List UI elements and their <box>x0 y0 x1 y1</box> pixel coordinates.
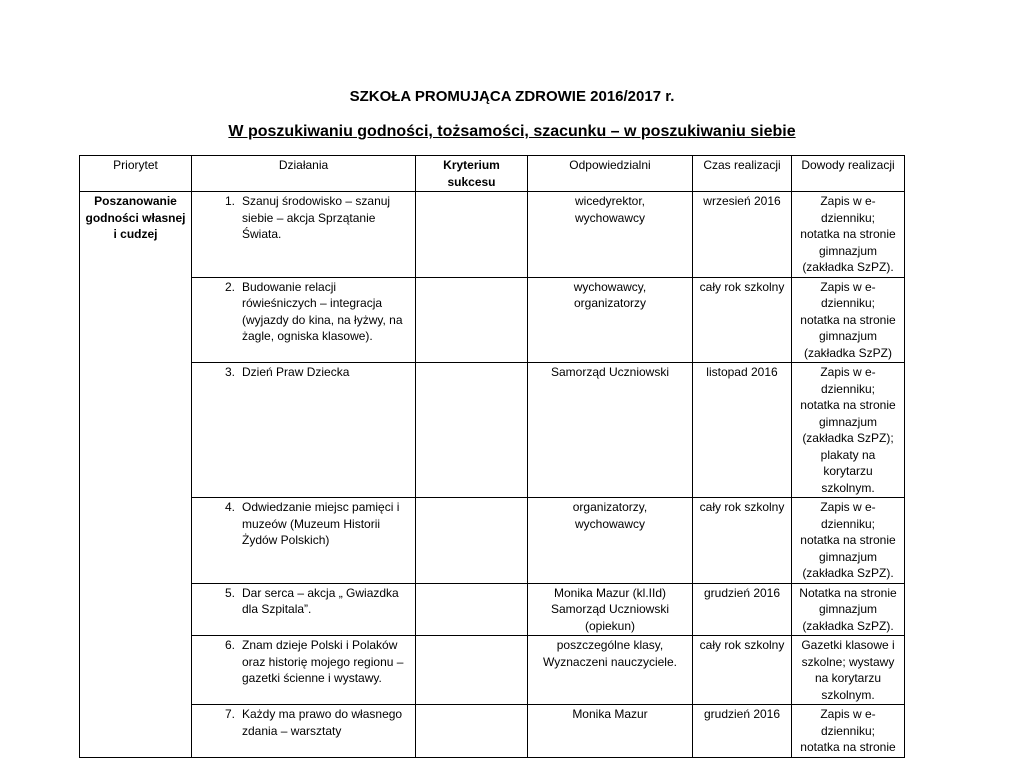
time-cell: listopad 2016 <box>693 363 792 498</box>
evidence-cell: Zapis w e-dzienniku; notatka na stronie gimnazjum (zakładka SzPZ); plakaty na korytarzu szkolnym. <box>792 363 905 498</box>
table-row <box>80 636 905 705</box>
criterion-cell <box>416 636 528 705</box>
table-body <box>80 192 905 758</box>
action-text: Szanuj środowisko – szanuj siebie – akcja Sprzątanie Świata. <box>242 194 391 241</box>
action-cell <box>192 705 416 758</box>
header-responsible: Odpowiedzialni <box>528 156 693 192</box>
action-cell <box>192 636 416 705</box>
header-priority: Priorytet <box>80 156 192 192</box>
action-text: Dzień Praw Dziecka <box>242 365 350 379</box>
priority-cell: Poszanowanie godności własnej i cudzej <box>80 192 192 758</box>
criterion-cell <box>416 192 528 278</box>
header-time: Czas realizacji <box>693 156 792 192</box>
evidence-cell: Zapis w e-dzienniku; notatka na stronie gimnazjum (zakładka SzPZ). <box>792 498 905 584</box>
table-row <box>80 498 905 584</box>
action-cell <box>192 363 416 498</box>
action-number: 4. <box>224 500 235 514</box>
table-row <box>80 363 905 498</box>
time-cell: grudzień 2016 <box>693 705 792 758</box>
responsible-cell: wychowawcy, organizatorzy <box>528 277 693 363</box>
time-cell: cały rok szkolny <box>693 498 792 584</box>
action-text: Odwiedzanie miejsc pamięci i muzeów (Muzeum Historii Żydów Polskich) <box>242 500 400 547</box>
action-cell <box>192 277 416 363</box>
action-text: Budowanie relacji rówieśniczych – integracja (wyjazdy do kina, na łyżwy, na żagle, ogniska klasowe). <box>242 279 403 343</box>
plan-table <box>79 155 905 758</box>
evidence-cell: Zapis w e-dzienniku; notatka na stronie <box>792 705 905 758</box>
responsible-cell: Monika Mazur <box>528 705 693 758</box>
action-text: Każdy ma prawo do własnego zdania – warsztaty <box>242 707 403 738</box>
time-cell: cały rok szkolny <box>693 277 792 363</box>
responsible-cell: Samorząd Uczniowski <box>528 363 693 498</box>
time-cell: grudzień 2016 <box>693 583 792 636</box>
table-header-row <box>80 156 905 192</box>
action-number: 5. <box>224 585 235 600</box>
evidence-cell: Zapis w e-dzienniku; notatka na stronie gimnazjum (zakładka SzPZ) <box>792 277 905 363</box>
evidence-cell: Notatka na stronie gimnazjum (zakładka SzPZ). <box>792 583 905 636</box>
action-number: 6. <box>224 638 235 652</box>
action-text: Dar serca – akcja „ Gwiazdka dla Szpitala”. <box>242 585 399 616</box>
header-actions: Działania <box>192 156 416 192</box>
responsible-cell: Monika Mazur (kl.IId) Samorząd Uczniowski (opiekun) <box>528 583 693 636</box>
responsible-cell: organizatorzy, wychowawcy <box>528 498 693 584</box>
criterion-cell <box>416 583 528 636</box>
document-title: SZKOŁA PROMUJĄCA ZDROWIE 2016/2017 r. <box>349 88 675 105</box>
criterion-cell <box>416 363 528 498</box>
table-row <box>80 277 905 363</box>
time-cell: cały rok szkolny <box>693 636 792 705</box>
action-cell <box>192 583 416 636</box>
action-number: 2. <box>224 279 235 294</box>
table-row <box>80 705 905 758</box>
evidence-cell: Zapis w e-dzienniku; notatka na stronie gimnazjum (zakładka SzPZ). <box>792 192 905 278</box>
action-number: 3. <box>224 365 235 379</box>
criterion-cell <box>416 498 528 584</box>
action-cell <box>192 192 416 278</box>
action-number: 7. <box>224 707 235 721</box>
action-number: 1. <box>224 194 235 208</box>
action-cell <box>192 498 416 584</box>
time-cell: wrzesień 2016 <box>693 192 792 278</box>
responsible-cell: wicedyrektor, wychowawcy <box>528 192 693 278</box>
table-row <box>80 192 905 278</box>
header-evidence: Dowody realizacji <box>792 156 905 192</box>
document-subtitle: W poszukiwaniu godności, tożsamości, szacunku – w poszukiwaniu siebie <box>228 123 796 140</box>
criterion-cell <box>416 277 528 363</box>
evidence-cell: Gazetki klasowe i szkolne; wystawy na korytarzu szkolnym. <box>792 636 905 705</box>
header-criterion: Kryterium sukcesu <box>416 156 528 192</box>
criterion-cell <box>416 705 528 758</box>
action-text: Znam dzieje Polski i Polaków oraz historię mojego regionu – gazetki ścienne i wystawy. <box>242 638 404 685</box>
table-row <box>80 583 905 636</box>
responsible-cell: poszczególne klasy, Wyznaczeni nauczyciele. <box>528 636 693 705</box>
